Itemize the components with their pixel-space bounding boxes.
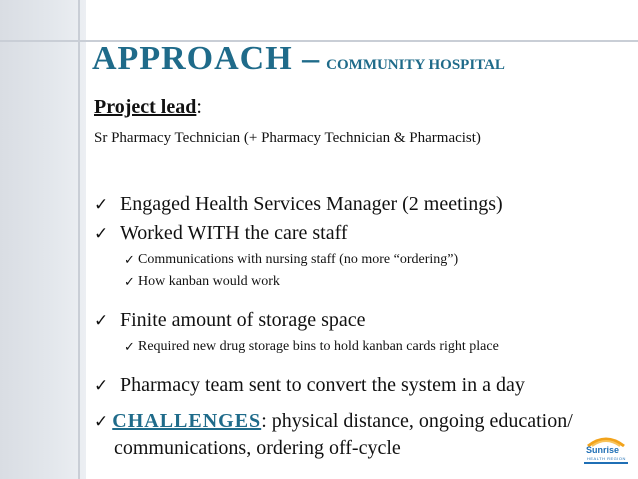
project-lead-colon: :	[196, 96, 202, 118]
title-main: APPROACH –	[92, 40, 321, 77]
check-icon: ✓	[124, 252, 135, 267]
check-icon: ✓	[94, 195, 109, 214]
check-icon: ✓	[94, 376, 109, 395]
check-icon: ✓	[94, 412, 109, 431]
list-item	[94, 373, 634, 398]
sub-list-item	[124, 272, 634, 292]
sub-list-item	[124, 250, 634, 270]
check-icon: ✓	[124, 339, 135, 354]
check-icon: ✓	[94, 311, 109, 330]
sub-list-item	[124, 337, 634, 357]
bullet-text: Pharmacy team sent to convert the system in a day	[120, 374, 525, 396]
spacer	[94, 294, 634, 308]
challenges-text-line1: : physical distance, ongoing education/	[261, 410, 573, 432]
project-lead-heading	[94, 96, 202, 119]
project-lead-detail: Sr Pharmacy Technician (+ Pharmacy Technician & Pharmacist)	[94, 130, 481, 146]
title-subtitle: COMMUNITY HOSPITAL	[326, 57, 505, 73]
list-item	[94, 192, 634, 217]
spacer	[94, 359, 634, 373]
bullet-text: Finite amount of storage space	[120, 309, 366, 331]
challenges-text-line2: communications, ordering off-cycle	[114, 437, 401, 459]
challenges-block	[94, 408, 624, 461]
bullet-text: Engaged Health Services Manager (2 meetings)	[120, 193, 503, 215]
check-icon: ✓	[94, 224, 109, 243]
sub-bullet-text: Communications with nursing staff (no more “ordering”)	[138, 252, 459, 267]
check-icon: ✓	[124, 274, 135, 289]
list-item	[94, 308, 634, 333]
bullet-text: Worked WITH the care staff	[120, 222, 348, 244]
logo-name: Sunrise	[586, 445, 620, 455]
bullet-list	[94, 192, 634, 402]
logo-tagline: HEALTH REGION	[587, 456, 626, 461]
sub-bullet-text: Required new drug storage bins to hold kanban cards right place	[138, 339, 499, 354]
challenges-label: CHALLENGES	[112, 410, 262, 432]
list-item	[94, 221, 634, 246]
project-lead-label: Project lead	[94, 96, 197, 118]
slide-title	[92, 40, 505, 84]
sub-bullet-text: How kanban would work	[138, 274, 280, 289]
